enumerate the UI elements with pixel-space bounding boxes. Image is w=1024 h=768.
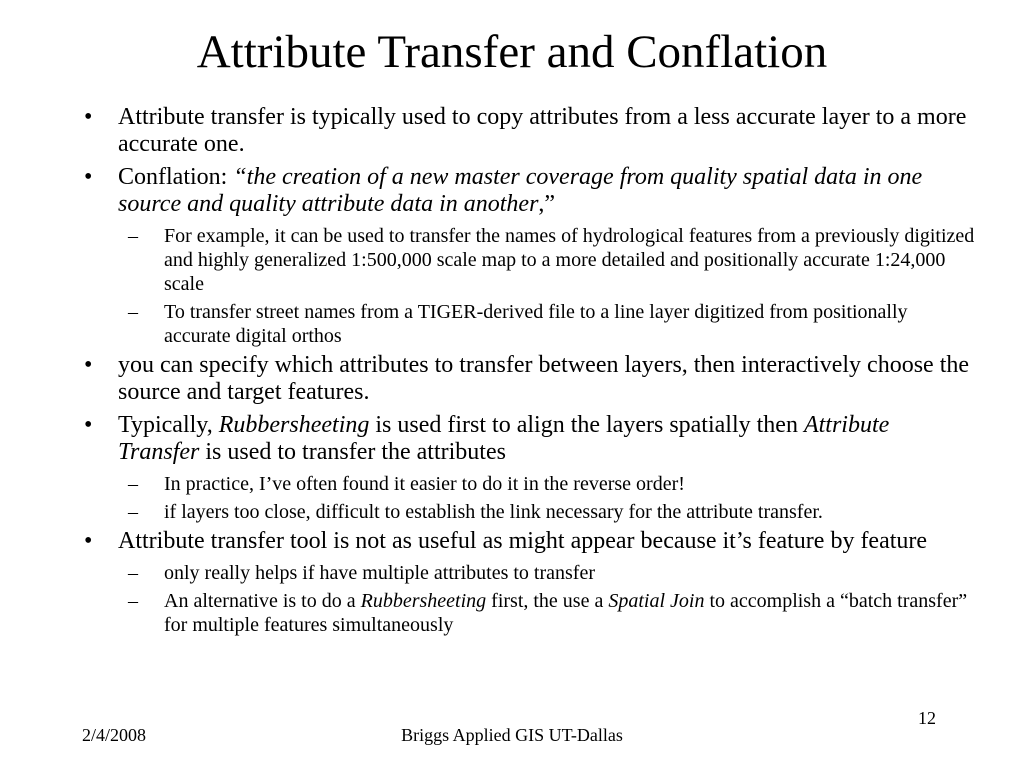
footer-center: Briggs Applied GIS UT-Dallas [401, 725, 623, 745]
slide-body [76, 104, 976, 641]
page-number: 12 [918, 708, 936, 728]
bullet-icon: • [84, 164, 93, 190]
dash-icon: – [128, 225, 138, 247]
rubbersheeting-term: Rubbersheeting [218, 412, 370, 438]
footer-date: 2/4/2008 [82, 725, 147, 745]
sub-bullet-item [76, 472, 976, 496]
dash-icon: – [128, 501, 138, 523]
sub-bullet-text: For example, it can be used to transfer the names of hydrological features from a previously digitized and highly generalized 1:500,000 scale map to a more detailed and positionally accurate 1:24,000 scale [164, 225, 975, 295]
sub-bullet-text: if layers too close, difficult to establish the link necessary for the attribute transfer. [164, 501, 823, 523]
bullet-text-suffix: ,” [538, 191, 556, 217]
dash-icon: – [128, 473, 138, 495]
dash-icon: – [128, 562, 138, 584]
bullet-item [76, 104, 976, 158]
rubbersheeting-term: Rubbersheeting [360, 590, 487, 612]
spatial-join-term: Spatial Join [608, 590, 705, 612]
sub-bullet-text-part: to accomplish a “batch transfer” for multiple features simultaneously [164, 590, 968, 636]
bullet-text: you can specify which attributes to transfer between layers, then interactively choose the source and target features. [118, 352, 970, 405]
bullet-item [76, 352, 976, 406]
bullet-text-prefix: Conflation: [118, 164, 234, 190]
sub-bullet-item [76, 500, 976, 524]
bullet-text: Attribute transfer is typically used to copy attributes from a less accurate layer to a more accurate one. [118, 104, 967, 157]
bullet-text-part: is used first to align the layers spatially then [369, 412, 804, 438]
sub-bullet-item [76, 561, 976, 585]
conflation-quote: “the creation of a new master coverage from quality spatial data in one source and quality attribute data in another [118, 164, 923, 217]
bullet-item [76, 528, 976, 555]
bullet-icon: • [84, 412, 93, 438]
sub-bullet-text: In practice, I’ve often found it easier to do it in the reverse order! [164, 473, 685, 495]
sub-bullet-item [76, 300, 976, 348]
bullet-text-part: is used to transfer the attributes [199, 439, 506, 465]
attribute-transfer-term: Attribute Transfer [118, 412, 890, 465]
sub-bullet-item [76, 589, 976, 637]
dash-icon: – [128, 301, 138, 323]
bullet-icon: • [84, 528, 93, 554]
bullet-text-part: Typically, [118, 412, 219, 438]
sub-bullet-text: only really helps if have multiple attributes to transfer [164, 562, 595, 584]
sub-bullet-text: To transfer street names from a TIGER-derived file to a line layer digitized from positionally accurate digital orthos [164, 301, 908, 347]
bullet-icon: • [84, 104, 93, 130]
dash-icon: – [128, 590, 138, 612]
slide-title: Attribute Transfer and Conflation [196, 26, 828, 78]
bullet-icon: • [84, 352, 93, 378]
sub-bullet-text-part: An alternative is to do a [164, 590, 361, 612]
bullet-item [76, 164, 976, 218]
sub-bullet-item [76, 224, 976, 296]
sub-bullet-text-part: first, the use a [486, 590, 609, 612]
bullet-text: Attribute transfer tool is not as useful as might appear because it’s feature by feature [118, 528, 928, 554]
bullet-item [76, 412, 976, 466]
